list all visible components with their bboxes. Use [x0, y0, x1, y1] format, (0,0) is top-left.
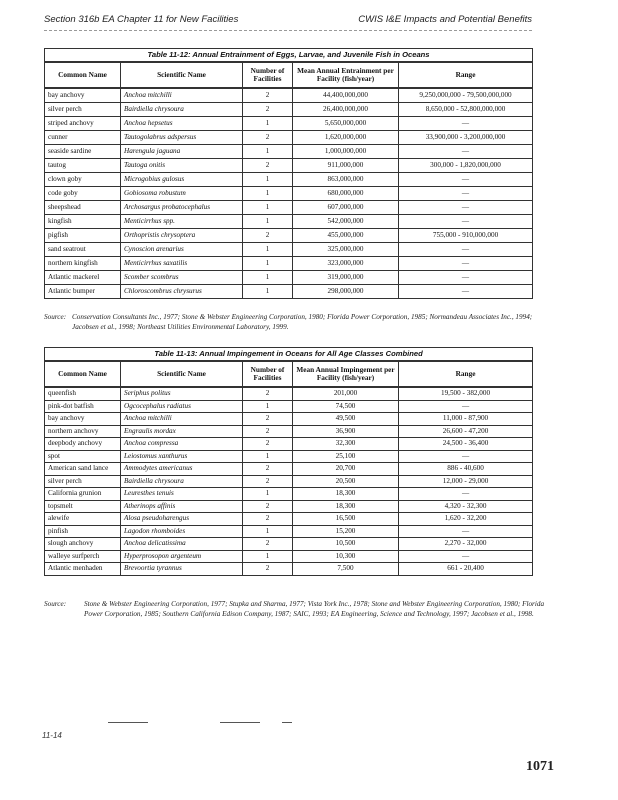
common-name-cell: queenfish: [45, 387, 121, 400]
source-label: Source:: [44, 313, 67, 321]
range-cell: 755,000 - 910,000,000: [399, 229, 533, 243]
mean-value-cell: 5,650,000,000: [293, 117, 399, 131]
table-row: [45, 187, 533, 201]
scientific-name-cell: Seriphus politus: [121, 387, 243, 400]
table-row: [45, 513, 533, 526]
mean-value-cell: 36,900: [293, 425, 399, 438]
common-name-cell: alewife: [45, 513, 121, 526]
table-row: [45, 387, 533, 400]
facility-count-cell: 2: [243, 88, 293, 103]
entrainment-table: [44, 48, 533, 299]
table-row: [45, 145, 533, 159]
facility-count-cell: 2: [243, 131, 293, 145]
mean-value-cell: 319,000,000: [293, 271, 399, 285]
mean-value-cell: 49,500: [293, 413, 399, 426]
common-name-cell: silver perch: [45, 475, 121, 488]
mean-value-cell: 18,300: [293, 488, 399, 501]
range-cell: —: [399, 271, 533, 285]
mean-value-cell: 911,000,000: [293, 159, 399, 173]
table-row: [45, 488, 533, 501]
mean-value-cell: 18,300: [293, 500, 399, 513]
range-cell: —: [399, 215, 533, 229]
mean-value-cell: 607,000,000: [293, 201, 399, 215]
table-row: [45, 131, 533, 145]
mean-value-cell: 1,000,000,000: [293, 145, 399, 159]
facility-count-cell: 1: [243, 201, 293, 215]
scientific-name-cell: Menticirrhus saxatilis: [121, 257, 243, 271]
range-cell: 2,270 - 32,000: [399, 538, 533, 551]
scientific-name-cell: Brevoortia tyrannus: [121, 563, 243, 576]
range-cell: 8,650,000 - 52,800,000,000: [399, 103, 533, 117]
table-row: [45, 159, 533, 173]
range-cell: —: [399, 257, 533, 271]
running-header-right: CWIS I&E Impacts and Potential Benefits: [358, 14, 532, 25]
common-name-cell: sheepshead: [45, 201, 121, 215]
scientific-name-cell: Anchoa delicatissima: [121, 538, 243, 551]
common-name-cell: northern kingfish: [45, 257, 121, 271]
mean-value-cell: 201,000: [293, 387, 399, 400]
table-source-note: [44, 312, 548, 332]
range-cell: —: [399, 145, 533, 159]
scientific-name-cell: Atherinops affinis: [121, 500, 243, 513]
common-name-cell: cunner: [45, 131, 121, 145]
table-row: [45, 438, 533, 451]
column-header: Scientific Name: [121, 62, 243, 88]
mean-value-cell: 863,000,000: [293, 173, 399, 187]
facility-count-cell: 1: [243, 550, 293, 563]
facility-count-cell: 2: [243, 413, 293, 426]
facility-count-cell: 1: [243, 187, 293, 201]
table-row: [45, 475, 533, 488]
scientific-name-cell: Orthopristis chrysoptera: [121, 229, 243, 243]
column-header: Mean Annual Impingement per Facility (fish/year): [293, 361, 399, 387]
mean-value-cell: 44,400,000,000: [293, 88, 399, 103]
mean-value-cell: 325,000,000: [293, 243, 399, 257]
common-name-cell: bay anchovy: [45, 88, 121, 103]
mean-value-cell: 25,100: [293, 450, 399, 463]
mean-value-cell: 680,000,000: [293, 187, 399, 201]
common-name-cell: spot: [45, 450, 121, 463]
table-row: [45, 173, 533, 187]
mean-value-cell: 10,300: [293, 550, 399, 563]
mean-value-cell: 26,400,000,000: [293, 103, 399, 117]
facility-count-cell: 2: [243, 159, 293, 173]
scientific-name-cell: Menticirrhus spp.: [121, 215, 243, 229]
column-header: Range: [399, 62, 533, 88]
scientific-name-cell: Bairdiella chrysoura: [121, 103, 243, 117]
header-rule: [44, 30, 532, 31]
table-row: [45, 525, 533, 538]
range-cell: —: [399, 550, 533, 563]
scientific-name-cell: Anchoa mitchilli: [121, 88, 243, 103]
facility-count-cell: 1: [243, 243, 293, 257]
table-row: [45, 243, 533, 257]
range-cell: 24,500 - 36,400: [399, 438, 533, 451]
facility-count-cell: 2: [243, 538, 293, 551]
common-name-cell: American sand lance: [45, 463, 121, 476]
source-text: Conservation Consultants Inc., 1977; Stone & Webster Engineering Corporation, 1980; Florida Power Corporation, 1985; Normandeau Associates Inc., 1994; Jacobsen et al., 1998; Northeast Utilities Environmental Laboratory, 1999.: [72, 313, 533, 331]
common-name-cell: clown goby: [45, 173, 121, 187]
table-row: [45, 425, 533, 438]
common-name-cell: tautog: [45, 159, 121, 173]
scientific-name-cell: Chloroscombrus chrysurus: [121, 285, 243, 299]
table-title: Table 11-13: Annual Impingement in Oceans for All Age Classes Combined: [45, 348, 533, 362]
facility-count-cell: 1: [243, 400, 293, 413]
common-name-cell: pinfish: [45, 525, 121, 538]
scientific-name-cell: Anchoa hepsetus: [121, 117, 243, 131]
facility-count-cell: 1: [243, 285, 293, 299]
common-name-cell: pigfish: [45, 229, 121, 243]
running-header-left: Section 316b EA Chapter 11 for New Facilities: [44, 14, 239, 25]
common-name-cell: northern anchovy: [45, 425, 121, 438]
mean-value-cell: 20,500: [293, 475, 399, 488]
common-name-cell: bay anchovy: [45, 413, 121, 426]
table-row: [45, 103, 533, 117]
scientific-name-cell: Leuresthes tenuis: [121, 488, 243, 501]
range-cell: 661 - 20,400: [399, 563, 533, 576]
facility-count-cell: 2: [243, 500, 293, 513]
table-source-note: [44, 599, 560, 619]
column-header: Scientific Name: [121, 361, 243, 387]
facility-count-cell: 2: [243, 513, 293, 526]
common-name-cell: California grunion: [45, 488, 121, 501]
range-cell: —: [399, 400, 533, 413]
facility-count-cell: 2: [243, 475, 293, 488]
common-name-cell: striped anchovy: [45, 117, 121, 131]
mean-value-cell: 323,000,000: [293, 257, 399, 271]
range-cell: —: [399, 525, 533, 538]
impingement-table: [44, 347, 533, 576]
scientific-name-cell: Microgobius gulosus: [121, 173, 243, 187]
scientific-name-cell: Leiostomus xanthurus: [121, 450, 243, 463]
scientific-name-cell: Bairdiella chrysoura: [121, 475, 243, 488]
table-row: [45, 229, 533, 243]
range-cell: 12,000 - 29,000: [399, 475, 533, 488]
table-row: [45, 271, 533, 285]
common-name-cell: kingfish: [45, 215, 121, 229]
range-cell: —: [399, 243, 533, 257]
table-row: [45, 215, 533, 229]
common-name-cell: seaside sardine: [45, 145, 121, 159]
table-row: [45, 400, 533, 413]
range-cell: 300,000 - 1,820,000,000: [399, 159, 533, 173]
common-name-cell: walleye surfperch: [45, 550, 121, 563]
column-header: Mean Annual Entrainment per Facility (fish/year): [293, 62, 399, 88]
range-cell: —: [399, 201, 533, 215]
common-name-cell: code goby: [45, 187, 121, 201]
mean-value-cell: 542,000,000: [293, 215, 399, 229]
column-header: Common Name: [45, 62, 121, 88]
facility-count-cell: 2: [243, 103, 293, 117]
column-header: Number of Facilities: [243, 361, 293, 387]
scientific-name-cell: Cynoscion arenarius: [121, 243, 243, 257]
scientific-name-cell: Archosargus probatocephalus: [121, 201, 243, 215]
range-cell: —: [399, 117, 533, 131]
bates-stamp: 1071: [526, 759, 554, 774]
source-label: Source:: [44, 600, 67, 608]
range-cell: —: [399, 187, 533, 201]
facility-count-cell: 2: [243, 563, 293, 576]
facility-count-cell: 2: [243, 425, 293, 438]
range-cell: —: [399, 488, 533, 501]
facility-count-cell: 1: [243, 450, 293, 463]
page-number: 11-14: [42, 731, 62, 740]
table-row: [45, 201, 533, 215]
range-cell: 26,600 - 47,200: [399, 425, 533, 438]
scientific-name-cell: Engraulis mordax: [121, 425, 243, 438]
table-row: [45, 257, 533, 271]
facility-count-cell: 2: [243, 463, 293, 476]
range-cell: —: [399, 450, 533, 463]
scientific-name-cell: Harengula jaguana: [121, 145, 243, 159]
table-row: [45, 550, 533, 563]
facility-count-cell: 1: [243, 271, 293, 285]
common-name-cell: sand seatrout: [45, 243, 121, 257]
facility-count-cell: 2: [243, 387, 293, 400]
range-cell: —: [399, 173, 533, 187]
table-row: [45, 500, 533, 513]
range-cell: 11,000 - 87,900: [399, 413, 533, 426]
common-name-cell: pink-dot batfish: [45, 400, 121, 413]
range-cell: —: [399, 285, 533, 299]
table-row: [45, 463, 533, 476]
scientific-name-cell: Anchoa compressa: [121, 438, 243, 451]
facility-count-cell: 1: [243, 525, 293, 538]
mean-value-cell: 74,500: [293, 400, 399, 413]
common-name-cell: Atlantic bumper: [45, 285, 121, 299]
range-cell: 886 - 40,600: [399, 463, 533, 476]
mean-value-cell: 10,500: [293, 538, 399, 551]
scientific-name-cell: Anchoa mitchilli: [121, 413, 243, 426]
table-row: [45, 538, 533, 551]
facility-count-cell: 1: [243, 488, 293, 501]
scientific-name-cell: Tautoga onitis: [121, 159, 243, 173]
facility-count-cell: 1: [243, 145, 293, 159]
mean-value-cell: 15,200: [293, 525, 399, 538]
scientific-name-cell: Gobiosoma robustum: [121, 187, 243, 201]
column-header: Range: [399, 361, 533, 387]
table-body: [45, 88, 533, 299]
scientific-name-cell: Lagodon rhomboides: [121, 525, 243, 538]
range-cell: 9,250,000,000 - 79,500,000,000: [399, 88, 533, 103]
source-text: Stone & Webster Engineering Corporation, 1977; Stupka and Sharma, 1977; Vista York Inc., 1978; Stone and Webster Engineering Corporation, 1980; Florida Power Corporation, 1985; Southern California Edison Company, 1987; SAIC, 1993; EA Engineering, Science and Technology, 1997; Jacobsen et al., 1998.: [84, 600, 545, 618]
table-body: [45, 387, 533, 575]
table-row: [45, 117, 533, 131]
column-header: Common Name: [45, 361, 121, 387]
footer-dash: [108, 722, 148, 723]
range-cell: 19,500 - 382,000: [399, 387, 533, 400]
footer-dash: [282, 722, 292, 723]
table-row: [45, 88, 533, 103]
table-title: Table 11-12: Annual Entrainment of Eggs, Larvae, and Juvenile Fish in Oceans: [45, 49, 533, 63]
scientific-name-cell: Hyperprosopon argenteum: [121, 550, 243, 563]
scientific-name-cell: Tautogolabrus adspersus: [121, 131, 243, 145]
footer-dash: [220, 722, 260, 723]
column-header: Number of Facilities: [243, 62, 293, 88]
table-row: [45, 413, 533, 426]
mean-value-cell: 1,620,000,000: [293, 131, 399, 145]
table-row: [45, 285, 533, 299]
mean-value-cell: 20,700: [293, 463, 399, 476]
scientific-name-cell: Alosa pseudoharengus: [121, 513, 243, 526]
range-cell: 4,320 - 32,300: [399, 500, 533, 513]
common-name-cell: silver perch: [45, 103, 121, 117]
scientific-name-cell: Ammodytes americanus: [121, 463, 243, 476]
scientific-name-cell: Scomber scombrus: [121, 271, 243, 285]
mean-value-cell: 298,000,000: [293, 285, 399, 299]
mean-value-cell: 16,500: [293, 513, 399, 526]
common-name-cell: deepbody anchovy: [45, 438, 121, 451]
facility-count-cell: 1: [243, 215, 293, 229]
scientific-name-cell: Ogcocephalus radiatus: [121, 400, 243, 413]
facility-count-cell: 1: [243, 173, 293, 187]
mean-value-cell: 455,000,000: [293, 229, 399, 243]
range-cell: 33,900,000 - 3,200,000,000: [399, 131, 533, 145]
facility-count-cell: 2: [243, 229, 293, 243]
common-name-cell: topsmelt: [45, 500, 121, 513]
table-row: [45, 450, 533, 463]
common-name-cell: Atlantic mackerel: [45, 271, 121, 285]
common-name-cell: slough anchovy: [45, 538, 121, 551]
mean-value-cell: 7,500: [293, 563, 399, 576]
facility-count-cell: 1: [243, 257, 293, 271]
facility-count-cell: 2: [243, 438, 293, 451]
facility-count-cell: 1: [243, 117, 293, 131]
mean-value-cell: 32,300: [293, 438, 399, 451]
common-name-cell: Atlantic menhaden: [45, 563, 121, 576]
table-row: [45, 563, 533, 576]
range-cell: 1,620 - 32,200: [399, 513, 533, 526]
